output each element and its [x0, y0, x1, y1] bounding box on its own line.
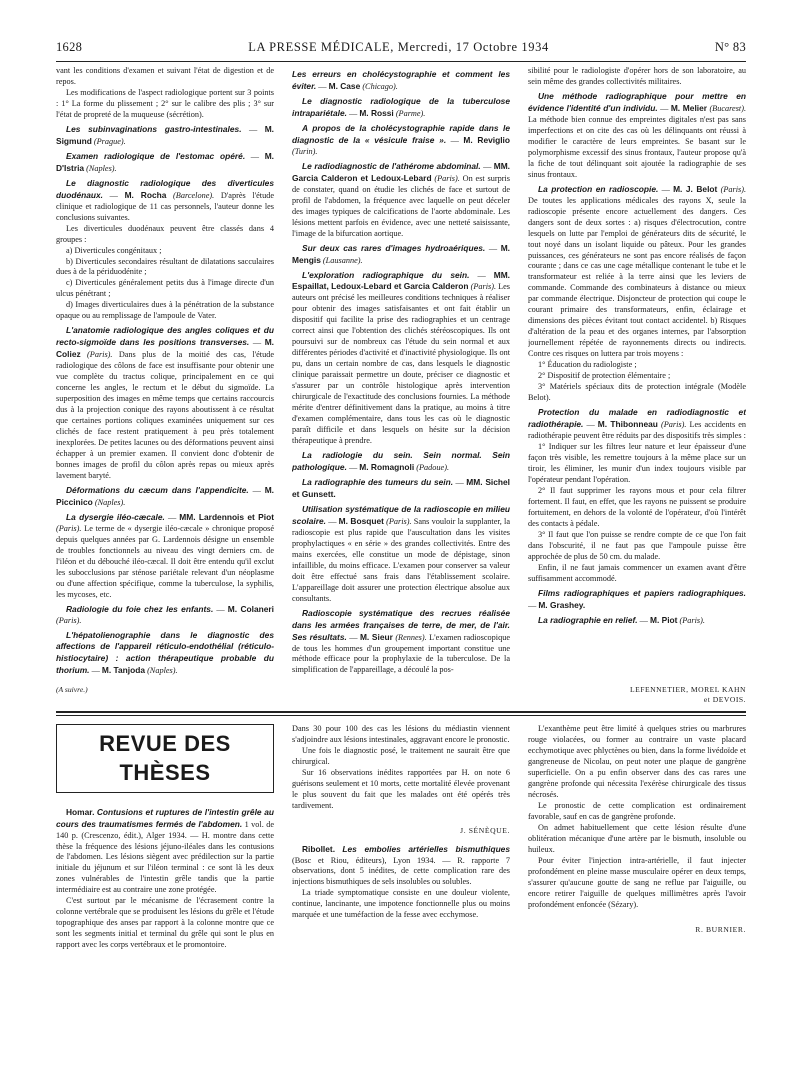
entry-title: La protection en radioscopie.	[538, 183, 659, 194]
entry-author: Homar.	[66, 806, 95, 817]
abstract-entry: Examen radiologique de l'estomac opéré. — M. D'Istria (Naples).	[56, 150, 274, 173]
abstract-entry: Sur deux cas rares d'images hydroaériques. — M. Mengis (Lausanne).	[292, 242, 510, 265]
paragraph: Une fois le diagnostic posé, le traitement ne saurait être que chirurgical.	[292, 746, 510, 766]
running-header	[56, 40, 746, 58]
entry-text: L'examen radioscopique de tous les hommes d'un groupement important constitue une méthode efficace pour la prophylaxie de la tuberculose. De la simplification de l'appareillage, a découlé la pos-	[292, 632, 510, 675]
entry-city: (Naples).	[94, 497, 126, 507]
abstract-entry: Les subinvaginations gastro-intestinales. — M. Sigmund (Prague).	[56, 123, 274, 146]
authors-line-1: LEFENNETIER, MOREL KAHN	[629, 685, 746, 695]
entry-title: Protection du malade en radiodiagnostic et radiothérapie.	[528, 407, 746, 430]
entry-title: La radiographie des tumeurs du sein.	[302, 476, 454, 487]
entry-city: (Paris).	[720, 184, 746, 194]
abstract-entry: Films radiographiques et papiers radiographiques. — M. Grashey.	[528, 587, 746, 610]
entry-author: M. Bosquet	[338, 515, 384, 526]
entry-author: M. D'Istria	[56, 150, 274, 173]
entry-text: Le terme de « dysergie iléo-cæcale » chronique proposé depuis quelques années par G. Lardennois désigne un ensemble de troubles fonctionnels au niveau des vingt derniers cm. de l'iléon et du débouché iléo-cæcal. Il doit être entendu qu'il exclut les subocclusions par sténose pariétale relevant d'un néoplasme ou d'une affection spécifique, comme la tuberculose, la syphilis, les mycoses, etc.	[56, 523, 274, 599]
entry-city: (Paris).	[56, 523, 82, 533]
entry-title: Examen radiologique de l'estomac opéré.	[66, 150, 246, 161]
paragraph: On admet habituellement que cette lésion résulte d'une oblitération mécanique d'une artère par le bismuth, insoluble ou huileux.	[528, 822, 746, 854]
entry-city: (Paris).	[434, 173, 460, 183]
entry-author: MM. Sichel et Gunsett.	[292, 476, 510, 499]
entry-text: Les auteurs ont précisé les meilleures conditions techniques à réaliser pour obtenir des images satisfaisantes et ont fait établir un dispositif qui facilite la prise des radiographies et un centrage correct ainsi que l'obtention des clichés stéréoscopiques. Ils ont poursuivi sur de nombreux cas l'étude du sein normal et aux différentes périodes d'activité et d'inactivité physiologique. Ils ont pu, dans un certain nombre de cas, dans lesquels le diagnostic clinique paraissait permettre un doute, préciser ce diagnostic et s'assurer par un contrôle histologique après intervention chirurgicale de l'exactitude des conclusions fournies. La méthode mérite d'entrer définitivement dans la pratique, au moins à titre d'examen complémentaire, dans tous les cas où le diagnostic paraît difficile et dans lesquels on hésite sur la décision thérapeutique à prendre.	[292, 282, 510, 446]
entry-author: MM. Espaillat, Ledoux-Lebard et Garcia Calderon	[292, 269, 510, 292]
entry-title: La radiographie en relief.	[538, 614, 638, 625]
entry-title: Utilisation systématique de la radioscopie en milieu scolaire.	[292, 503, 510, 526]
entry-text: D'après l'étude clinique et radiologique de 11 cas personnels, l'auteur donne les conclusions suivantes.	[56, 190, 274, 222]
congress-signature	[56, 685, 746, 705]
entry-author: M. J. Belot	[673, 183, 718, 194]
entry-city: (Padoue).	[416, 462, 450, 472]
entry-author: M. Tanjoda	[101, 665, 145, 676]
paragraph: Pour éviter l'injection intra-artérielle, il faut injecter profondément en pleine masse musculaire opérer en deux temps, s'assurer qu'aucune goutte de sang ne reflue par l'aiguille, ou encore retirer l'aiguille de quelques millimètres après l'avoir profondément enfoncée (Sézary).	[528, 855, 746, 909]
paragraph: La triade symptomatique consiste en une douleur violente, continue, lancinante, une impotence fonctionnelle plus ou moins marquée et une tuméfaction de la fesse avec ecchymose.	[292, 888, 510, 920]
abstract-entry	[292, 844, 510, 889]
entry-city: (Paris).	[660, 420, 687, 430]
entry-city: (Chicago).	[362, 81, 398, 91]
entry-author: M. Rossi	[359, 107, 394, 118]
abstract-entry: Radioscopie systématique des recrues réalisée dans les armées françaises de terre, de mer, de l'air. Ses résultats. — M. Sieur (Rennes). L'examen radioscopique de tous les hommes d'un groupement important constitue une méthode efficace pour la prophylaxie de la tuberculose. De la simplification de l'appareillage, a découlé la pos-	[292, 607, 510, 675]
paragraph: 3° Il faut que l'on puisse se rendre compte de ce que l'on fait dans l'obscurité, il ne faut pas que l'ampoule puisse être approchée de plus de 50 cm. du malade.	[528, 529, 746, 561]
entry-text: La méthode bien connue des empreintes digitales n'est pas sans imperfections et on cite des cas où les délinquants ont réussi à modifier le caractère de leurs empreintes. Se basant sur le polymorphisme excessif des sinus frontaux, l'auteur propose qu'à la fiche de tout délinquant soit ajoutée la radiographie de ses sinus frontaux.	[528, 114, 746, 179]
entry-city: (Bucarest).	[709, 103, 746, 113]
entry-title: Le diagnostic radiologique des diverticules duodénaux.	[56, 177, 274, 200]
paragraph: 1° Éducation du radiologiste ;	[538, 360, 637, 370]
section-divider	[56, 711, 746, 713]
paragraph: a) Diverticules congénitaux ;	[66, 245, 162, 255]
entry-author: M. Colaneri	[227, 603, 274, 614]
abstract-entry: La dysergie iléo-cæcale. — MM. Lardennois et Piot (Paris). Le terme de « dysergie iléo-cæcale » chronique proposé depuis quelques années par G. Lardennois désigne un ensemble de troubles fonctionnels au niveau des vingt derniers cm. de l'iléon et du débouché iléo-cæcal. Il doit être entendu qu'il exclut les subocclusions par sténose pariétale relevant d'un néoplasme ou d'une affection spécifique, comme la tuberculose, la syphilis, les mycoses, etc.	[56, 511, 274, 599]
entry-title: Les erreurs en cholécystographie et comment les éviter.	[292, 69, 510, 91]
entry-author: M. Coliez	[56, 337, 274, 360]
entry-title: La dysergie iléo-cæcale.	[66, 511, 165, 522]
paragraph: c) Diverticules généralement petits dus à l'image directe d'un ulcus pénétrant ;	[56, 278, 274, 299]
entry-text: 1 vol. de 140 p. (Crescenzo, édit.), Alger 1934. — H. montre dans cette thèse la fréquence des lésions jéjuno-iléales dans les contusions de l'abdomen. Les lésions siègent avec prédilection sur la partie initiale du jéjunum et sur l'iléon terminal : ce sont là les deux zones vulnérables de l'intestin grêle tandis que la partie intermédiaire est au contraire une zone protégée.	[56, 819, 274, 895]
paragraph: Enfin, il ne faut jamais commencer un examen avant d'être suffisamment accommodé.	[528, 562, 746, 583]
section-divider-thin	[56, 715, 746, 716]
paragraph: Les modifications de l'aspect radiologique portent sur 3 points : 1° La forme du plissement ; 2° sur le calibre des plis ; 3° sur l'état de propreté de la muqueuse (sécrétion).	[56, 87, 274, 119]
entry-text: On est surpris de constater, quand on étudie les clichés de face et surtout de profil de l'abdomen, la fréquence avec laquelle on peut déceler des images typiques de calcifications de l'aorte abdominale. Les lésions mettent parfois en évidence, avec une netteté saisissante, l'image de la bifurcation aortique.	[292, 173, 510, 238]
column-2	[292, 66, 510, 677]
entry-title: Films radiographiques et papiers radiographiques.	[538, 587, 746, 598]
abstract-entry: La radiologie du sein. Sein normal. Sein pathologique. — M. Romagnoli (Padoue).	[292, 450, 510, 472]
paragraph: Les diverticules duodénaux peuvent être classés dans 4 groupes :	[56, 223, 274, 244]
newspaper-page	[56, 40, 746, 951]
entry-city: (Naples).	[147, 666, 178, 676]
entry-text: Dans plus de la moitié des cas, l'étude radiologique des côlons de face est insuffisante pour obtenir une vue complète du tractus colique, principalement en ce qui concerne les angles, le rectum et le début du sigmoïde. La superposition des images en même temps que certains raccourcis dus à la projection conique des rayons aboutissent à ce résultat que certaines portions coliques examinées uniquement sur ces clichés de face restent pratiquement à peu près totalement inexplorées. De petites lacunes ou des déformations peuvent ainsi échapper à un premier examen. Il convient donc d'obtenir de bonnes images de profil du côlon après repas ou mieux après lavement baryté.	[56, 350, 274, 480]
section-title: REVUE DES THÈSES	[56, 724, 274, 793]
abstract-entry: Protection du malade en radiodiagnostic et radiothérapie. — M. Thibonneau (Paris). Les accidents en radiothérapie peuvent être réduits par des dispositifs très simples :	[528, 407, 746, 440]
entry-author: M. Sieur	[359, 631, 393, 642]
entry-author: M. Grashey.	[538, 599, 586, 610]
paragraph: sibilité pour le radiologiste d'opérer hors de son laboratoire, au sein même des grandes collectivités militaires.	[528, 66, 746, 86]
entry-city: (Barcelone).	[173, 190, 215, 200]
entry-city: (Paris).	[386, 516, 412, 526]
abstract-entry: La radiographie en relief. — M. Piot (Paris).	[538, 614, 705, 625]
abstract-entry: L'anatomie radiologique des angles coliques et du recto-sigmoïde dans les positions transverses. — M. Coliez (Paris). Dans plus de la moitié des cas, l'étude radiologique des côlons de face est insuffisante pour obtenir une vue complète du tractus colique, principalement en ce qui concerne les angles, le rectum et le début du sigmoïde. La superposition des images en même temps que certains raccourcis dus à la projection conique des rayons aboutissent à ce résultat que certaines portions coliques examinées uniquement sur ces clichés de face restent pratiquement à peu près totalement inexplorées. De petites lacunes ou des déformations peuvent ainsi échapper à un premier examen. Il convient donc d'obtenir de bonnes images de profil du côlon après repas ou mieux après lavement baryté.	[56, 325, 274, 480]
entry-text: De toutes les applications médicales des rayons X, seule la radioscopie présente encore actuellement des dangers. Ces dangers sont de deux sortes : a) risques d'électrocution, contre lesquels on lutte par l'emploi de générateurs dits de sécurité, le tout noyé dans un isolant liquide ou pâteux. Pour les grandes puissances, ces générateurs ne sont pas encore réalisés de façon courante ; dans ce cas une cage métallique contenant le tube et le transformateur est reliée à la terre ainsi que les leviers de commande. Commande des combinateurs à distance ou mieux par commande électrique. Disjoncteur de protection qui coupe le courant primaire des transformateurs, enfin, éclairage et dimensions des pièces évitant tout contact accidentel. b) Risques d'altération de la peau et des organes internes, par l'absorption journellement répétée de rayonnements directs ou indirects. Contre ces risques on luttera par trois moyens :	[528, 195, 746, 359]
entry-title: Déformations du cæcum dans l'appendicite.	[66, 484, 249, 495]
entry-title: Le radiodiagnostic de l'athérome abdominal.	[302, 160, 481, 171]
abstract-entry: Le diagnostic radiologique des diverticules duodénaux. — M. Rocha (Barcelone). D'après l'étude clinique et radiologique de 11 cas personnels, l'auteur donne les conclusions suivantes.	[56, 177, 274, 222]
abstract-entry: Déformations du cæcum dans l'appendicite. — M. Piccinico (Naples).	[56, 484, 274, 507]
entry-author: M. Case	[328, 80, 361, 91]
paragraph: 1° Indiquer sur les filtres leur nature et leur épaisseur d'une façon très visible, les remettre toujours à la même place sur un tiroir, les éliminer, les munir d'un index toujours visible par l'opérateur pendant l'opération.	[528, 441, 746, 484]
review-signature: R. BURNIER.	[695, 924, 746, 934]
entry-author: M. Reviglio	[463, 134, 510, 145]
entry-city: (Naples).	[86, 163, 117, 173]
entry-title: La radiologie du sein. Sein normal. Sein pathologique.	[292, 450, 510, 472]
paragraph: Sur 16 observations inédites rapportées par H. on note 6 guérisons seulement et 10 morts, cette mortalité élevée provenant le plus souvent du fait que les malades ont été opérés très tardivement.	[292, 767, 510, 810]
abstract-entry: Les erreurs en cholécystographie et comment les éviter. — M. Case (Chicago).	[292, 69, 510, 91]
entry-city: (Paris).	[470, 282, 497, 292]
header-rule	[56, 61, 746, 62]
lower-column-1	[56, 724, 274, 951]
entry-author: M. Piccinico	[56, 484, 274, 507]
entry-title: Radiologie du foie chez les enfants.	[66, 603, 214, 614]
paragraph: 3° Matériels spéciaux dits de protection intégrale (Modèle Belot).	[528, 382, 746, 403]
abstract-entry: Le radiodiagnostic de l'athérome abdominal. — MM. Garcia Calderon et Ledoux-Lebard (Paris). On est surpris de constater, quand on étudie les clichés de face et surtout de profil de l'abdomen, la fréquence avec laquelle on peut déceler des images typiques de calcifications de l'aorte abdominale. Les lésions mettent parfois en évidence, avec une netteté saisissante, l'image de la bifurcation aortique.	[292, 160, 510, 238]
entry-author: M. Piot	[649, 614, 678, 625]
entry-city: (Parme).	[395, 108, 426, 118]
authors-line-2: et DEVOIS.	[703, 695, 746, 705]
abstract-entry: Le diagnostic radiologique de la tuberculose intrapariétale. — M. Rossi (Parme).	[292, 95, 510, 118]
entry-title: Contusions et ruptures de l'intestin grêle au cours des traumatismes fermés de l'abdomen.	[56, 806, 274, 829]
paragraph: b) Diverticules secondaires résultant de dilatations sacculaires dues à de la périduodénite ;	[56, 256, 274, 277]
entry-author: M. Romagnoli	[359, 461, 415, 472]
review-signature: J. SÉNÈQUE.	[460, 825, 510, 835]
to-be-continued: (A suivre.)	[56, 685, 88, 695]
abstract-entry: La protection en radioscopie. — M. J. Belot (Paris). De toutes les applications médicales des rayons X, seule la radioscopie présente encore actuellement des dangers. Ces dangers sont de deux sortes : a) risques d'électrocution, contre lesquels on lutte par l'emploi de générateurs dits de sécurité, le tout noyé dans un isolant liquide ou pâteux. Pour les grandes puissances, ces générateurs ne sont pas encore réalisés de façon courante ; dans ce cas une cage métallique contenant le tube et le transformateur est reliée à la terre ainsi que les leviers de commande. Commande des combinateurs à distance ou mieux par commande électrique. Disjoncteur de protection qui coupe le courant primaire des transformateurs, enfin, éclairage et dimensions des pièces évitant tout contact accidentel. b) Risques d'altération de la peau et des organes internes, par l'absorption journellement répétée de rayonnements directs ou indirects. Contre ces risques on luttera par trois moyens :	[528, 183, 746, 359]
entry-author: MM. Lardennois et Piot	[179, 511, 274, 522]
entry-author: Ribollet.	[302, 843, 336, 854]
abstract-entry: A propos de la cholécystographie rapide dans le diagnostic de la « vésicule fraise ». — M. Reviglio (Turin).	[292, 122, 510, 156]
paragraph: vant les conditions d'examen et suivant l'état de digestion et de repos.	[56, 66, 274, 86]
paragraph: 2° Dispositif de protection élémentaire ;	[538, 371, 671, 381]
journal-title-date: LA PRESSE MÉDICALE, Mercredi, 17 Octobre 1934	[248, 40, 549, 54]
entry-city: (Rennes).	[395, 632, 427, 642]
upper-columns	[56, 66, 746, 677]
abstract-entry: L'exploration radiographique du sein. — MM. Espaillat, Ledoux-Lebard et Garcia Calderon (Paris). Les auteurs ont précisé les meilleures conditions techniques à réaliser pour obtenir des images satisfaisantes et ont fait établir un dispositif qui facilite la prise des radiographies et un centrage correct ainsi que l'obtention des clichés stéréoscopiques. Ils ont poursuivi sur de nombreux cas l'étude du sein normal et aux différentes périodes d'activité et d'inactivité physiologique. Ils ont pu, dans un certain nombre de cas, dans lesquels le diagnostic clinique paraissait permettre un doute, préciser ce diagnostic et s'assurer par un contrôle histologique après intervention chirurgicale de l'exactitude des conclusions fournies. La méthode mérite d'entrer définitivement dans la pratique, au moins à titre d'examen complémentaire, dans tous les cas où le diagnostic paraît difficile et dans lesquels on hésite sur la décision thérapeutique à prendre.	[292, 269, 510, 446]
paragraph: d) Images diverticulaires dues à la pénétration de la substance opaque ou au remplissage de l'ampoule de Vater.	[56, 300, 274, 321]
entry-author: MM. Garcia Calderon et Ledoux-Lebard	[292, 160, 510, 183]
paragraph: C'est surtout par le mécanisme de l'écrasement contre la colonne vertébrale que se produisent les lésions du grêle et l'étude topographique des anses par rapport à la colonne montre que ce sont les segments initial et terminal du grêle qui sont le plus en rapport avec les corps vertébraux et le promontoire.	[56, 896, 274, 950]
entry-title: Les embolies artérielles bismuthiques	[342, 843, 510, 854]
entry-text: (Bosc et Riou, éditeurs), Lyon 1934. — R. rapporte 7 observations, dont 5 inédites, de cette complication rare des injections bismuthiques de sels insolubles ou solubles.	[292, 855, 510, 887]
entry-title: Radioscopie systématique des recrues réalisée dans les armées françaises de terre, de mer, de l'air. Ses résultats.	[292, 607, 510, 642]
entry-title: Les subinvaginations gastro-intestinales.	[66, 123, 242, 134]
entry-text: Les accidents en radiothérapie peuvent être réduits par des dispositifs très simples :	[528, 420, 746, 440]
entry-text: Sans vouloir la supplanter, la radioscopie est plus rapide que l'auscultation dans les visites prophylactiques « en série » des grandes collectivités. Entre des mains exercées, elle constitue un mode de dépistage, sinon infaillible, du moins efficace. L'examen pour conserver sa valeur doit être effectué sans frais dans l'établissement scolaire. L'appareillage doit assurer une protection électrique absolue aux consultants.	[292, 516, 510, 603]
paragraph: Dans 30 pour 100 des cas les lésions du médiastin viennent s'adjoindre aux lésions intestinales, aggravant encore le pronostic.	[292, 724, 510, 745]
entry-city: (Paris).	[56, 615, 82, 625]
abstract-entry: Utilisation systématique de la radioscopie en milieu scolaire. — M. Bosquet (Paris). Sans vouloir la supplanter, la radioscopie est plus rapide que l'auscultation dans les visites prophylactiques « en série » des grandes collectivités. Entre des mains exercées, elle constitue un mode de dépistage, sinon infaillible, du moins efficace. L'examen pour conserver sa valeur doit être effectué sans frais dans l'établissement scolaire. L'appareillage doit assurer une protection électrique absolue aux consultants.	[292, 503, 510, 603]
entry-city: (Lausanne).	[322, 255, 363, 265]
abstract-entry: L'hépatolienographie dans le diagnostic des affections de l'appareil réticulo-endothélial (réticulo-histiocytaire) : action thérapeutique probable du thorium. — M. Tanjoda (Naples).	[56, 629, 274, 676]
lower-column-1-body	[56, 807, 274, 952]
entry-title: A propos de la cholécystographie rapide dans le diagnostic de la « vésicule fraise ».	[292, 122, 510, 145]
abstract-entry	[56, 807, 274, 897]
entry-author: M. Mengis	[292, 242, 510, 265]
entry-city: (Paris).	[87, 350, 113, 360]
entry-title: Sur deux cas rares d'images hydroaériques.	[302, 242, 486, 253]
entry-city: (Turin).	[292, 146, 318, 156]
entry-author: M. Sigmund	[56, 123, 274, 146]
entry-title: L'exploration radiographique du sein.	[302, 269, 470, 280]
entry-title: Une méthode radiographique pour mettre en évidence l'identité d'un individu.	[528, 90, 746, 113]
thesis-review-section	[56, 724, 746, 951]
paragraph: L'exanthème peut être limité à quelques stries ou marbrures rouge violacées, ou former au contraire un vaste placard ecchymotique avec phlyctènes ou bien, dans la forme livédoïde et gangreneuse de Nicolau, on peut noter une plaque de gangrène superficielle. On a pu enfin observer dans des cas rares une gangrène profonde qui nécessita l'exérèse chirurgicale des tissus nécrosés.	[528, 724, 746, 799]
column-1	[56, 66, 274, 677]
entry-author: M. Melier	[670, 102, 708, 113]
entry-city: (Paris).	[679, 615, 705, 625]
column-3	[528, 66, 746, 677]
page-number: 1628	[56, 40, 83, 54]
entry-title: Le diagnostic radiologique de la tuberculose intrapariétale.	[292, 95, 510, 118]
abstract-entry: Radiologie du foie chez les enfants. — M. Colaneri (Paris).	[56, 603, 274, 625]
lower-column-3	[528, 724, 746, 951]
authors-signature	[630, 685, 746, 705]
lower-column-2	[292, 724, 510, 951]
paragraph: 2° Il faut supprimer les rayons mous et pour cela filtrer fortement. Il faut, en effet, que les rayons ne puissent se produire fortuitement, en dehors de la volonté de l'opérateur, d'où l'intérêt des contacts à pédale.	[528, 485, 746, 528]
paragraph: Le pronostic de cette complication est ordinairement favorable, sauf en cas de gangrène profonde.	[528, 800, 746, 821]
entry-author: M. Thibonneau	[597, 419, 658, 430]
entry-author: M. Rocha	[124, 189, 167, 200]
entry-city: (Prague).	[93, 136, 126, 146]
entry-title: L'hépatolienographie dans le diagnostic des affections de l'appareil réticulo-endothélial (réticulo-histiocytaire) : action thérapeutique probable du thorium.	[56, 629, 274, 676]
entry-title: L'anatomie radiologique des angles coliques et du recto-sigmoïde dans les positions transverses.	[56, 325, 274, 348]
abstract-entry: Une méthode radiographique pour mettre en évidence l'identité d'un individu. — M. Melier (Bucarest). La méthode bien connue des empreintes digitales n'est pas sans imperfections et on cite des cas où les délinquants ont réussi à modifier le caractère de leurs empreintes. Se basant sur le polymorphisme excessif des sinus frontaux, l'auteur propose qu'à la fiche de tout délinquant soit ajoutée la radiographie de ses sinus frontaux.	[528, 90, 746, 179]
issue-number: N° 83	[714, 40, 746, 54]
abstract-entry: La radiographie des tumeurs du sein. — MM. Sichel et Gunsett.	[292, 476, 510, 499]
